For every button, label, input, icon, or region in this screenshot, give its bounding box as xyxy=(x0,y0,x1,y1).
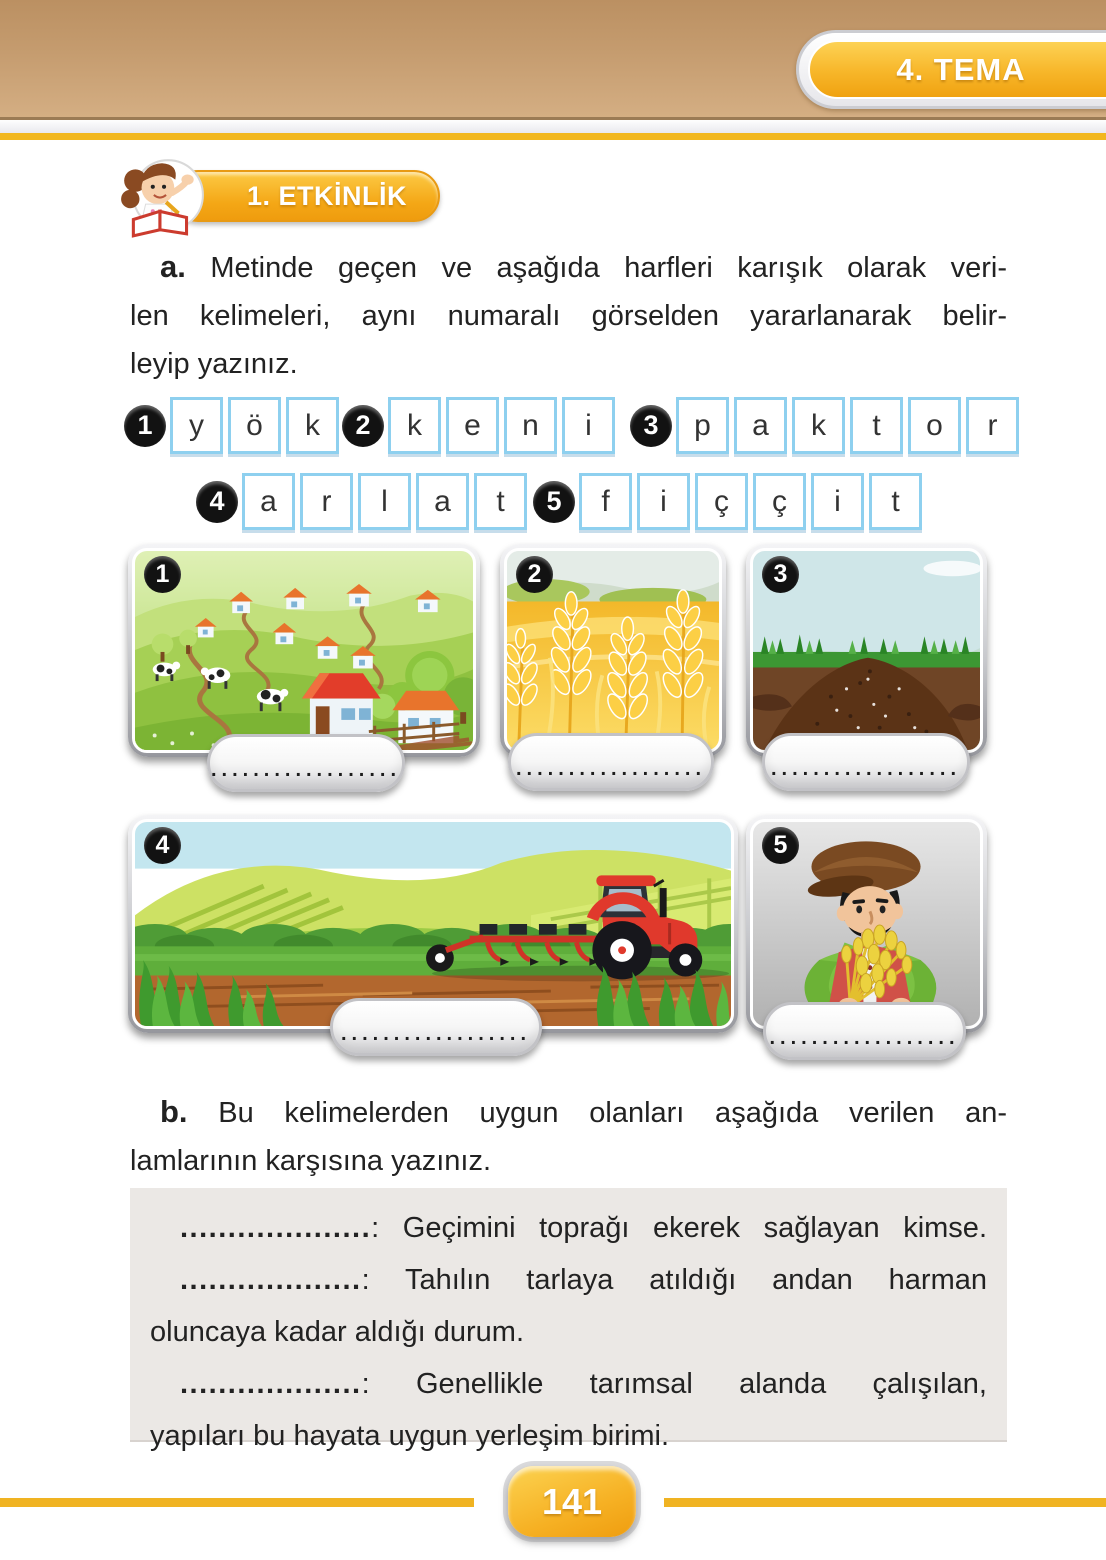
puzzle-4-number-badge: 4 xyxy=(196,481,238,523)
puzzle-group-4 xyxy=(196,473,527,530)
puzzle-2-number-badge: 2 xyxy=(342,405,384,447)
footer-line-left xyxy=(0,1498,474,1507)
answer-line-3[interactable] xyxy=(762,733,970,791)
instruction-b xyxy=(130,1088,1007,1185)
divider-white xyxy=(0,120,1106,133)
answer-line-1[interactable] xyxy=(207,734,405,792)
marker-b: b. xyxy=(160,1094,188,1129)
letter-box: k xyxy=(388,397,441,454)
letter-box: a xyxy=(416,473,469,530)
letter-box: i xyxy=(637,473,690,530)
letter-box: k xyxy=(286,397,339,454)
definition-3-line2: yapıları bu hayata uygun yerleşim birimi. xyxy=(150,1420,670,1452)
activity-title: 1. ETKİNLİK xyxy=(172,170,440,222)
letter-box: ö xyxy=(228,397,281,454)
definition-3-line1: ...................: Genellikle tarımsal alanda çalışılan, xyxy=(180,1368,987,1400)
picture-3-number-badge: 3 xyxy=(762,556,799,593)
answer-line-2[interactable] xyxy=(508,733,714,791)
answer-dots: .................. xyxy=(769,1026,960,1049)
answer-dots: .................. xyxy=(210,758,402,781)
letter-box: y xyxy=(170,397,223,454)
tractor-plowing-illustration xyxy=(135,822,731,1026)
instruction-a-line1: a. Metinde geçen ve aşağıda harfleri karışık olarak veri- xyxy=(160,249,1007,284)
puzzle-group-1 xyxy=(124,397,339,454)
page-number-badge: 141 xyxy=(508,1466,636,1537)
answer-dots: .................. xyxy=(515,757,707,780)
definition-2-blank[interactable]: ................... xyxy=(180,1264,362,1296)
picture-1-number-badge: 1 xyxy=(144,556,181,593)
definition-3-blank[interactable]: ................... xyxy=(180,1368,362,1400)
instruction-a-line2: len kelimeleri, aynı numaralı görselden yararlanarak belir- xyxy=(130,300,1007,332)
letter-box: a xyxy=(242,473,295,530)
picture-4-number-badge: 4 xyxy=(144,827,181,864)
answer-line-5[interactable] xyxy=(763,1002,966,1060)
girl-writing-mascot-icon xyxy=(104,152,220,242)
letter-box: n xyxy=(504,397,557,454)
marker-a: a. xyxy=(160,249,186,284)
puzzle-5-number-badge: 5 xyxy=(533,481,575,523)
letter-box: i xyxy=(562,397,615,454)
instruction-a xyxy=(130,243,1007,388)
picture-5-number-badge: 5 xyxy=(762,827,799,864)
tema-banner xyxy=(796,30,1106,109)
puzzle-1-number-badge: 1 xyxy=(124,405,166,447)
letter-box: f xyxy=(579,473,632,530)
letter-box: ç xyxy=(695,473,748,530)
letter-box: p xyxy=(676,397,729,454)
letter-box: ç xyxy=(753,473,806,530)
instruction-b-line1: b. Bu kelimelerden uygun olanları aşağıda verilen an- xyxy=(160,1094,1007,1129)
letter-box: t xyxy=(850,397,903,454)
definitions-box xyxy=(130,1188,1007,1452)
picture-card-1 xyxy=(128,544,480,757)
answer-line-4[interactable] xyxy=(330,998,542,1056)
divider-yellow xyxy=(0,133,1106,140)
puzzle-group-5 xyxy=(533,473,922,530)
definition-1-blank[interactable]: .................... xyxy=(180,1212,372,1244)
puzzle-group-3 xyxy=(630,397,1019,454)
picture-card-5 xyxy=(746,815,987,1033)
picture-card-3 xyxy=(746,544,987,757)
definition-2-line1: ...................: Tahılın tarlaya atıldığı andan harman xyxy=(180,1264,987,1296)
letter-box: i xyxy=(811,473,864,530)
answer-dots: .................. xyxy=(340,1022,532,1045)
puzzle-3-number-badge: 3 xyxy=(630,405,672,447)
tema-label: 4. TEMA xyxy=(808,40,1106,99)
letter-box: e xyxy=(446,397,499,454)
answer-dots: .................. xyxy=(770,757,962,780)
puzzle-group-2 xyxy=(342,397,615,454)
letter-box: l xyxy=(358,473,411,530)
letter-box: t xyxy=(474,473,527,530)
picture-card-2 xyxy=(500,544,726,757)
village-hills-houses-illustration xyxy=(135,551,473,750)
letter-box: o xyxy=(908,397,961,454)
letter-box: r xyxy=(966,397,1019,454)
footer-line-right xyxy=(664,1498,1106,1507)
letter-box: r xyxy=(300,473,353,530)
picture-2-number-badge: 2 xyxy=(516,556,553,593)
definition-1: ....................: Geçimini toprağı ekerek sağlayan kimse. xyxy=(180,1212,987,1244)
definition-2-line2: oluncaya kadar aldığı durum. xyxy=(150,1316,524,1348)
instruction-b-line2: lamlarının karşısına yazınız. xyxy=(130,1145,492,1177)
letter-box: t xyxy=(869,473,922,530)
instruction-a-line3: leyip yazınız. xyxy=(130,348,298,380)
letter-box: k xyxy=(792,397,845,454)
letter-box: a xyxy=(734,397,787,454)
